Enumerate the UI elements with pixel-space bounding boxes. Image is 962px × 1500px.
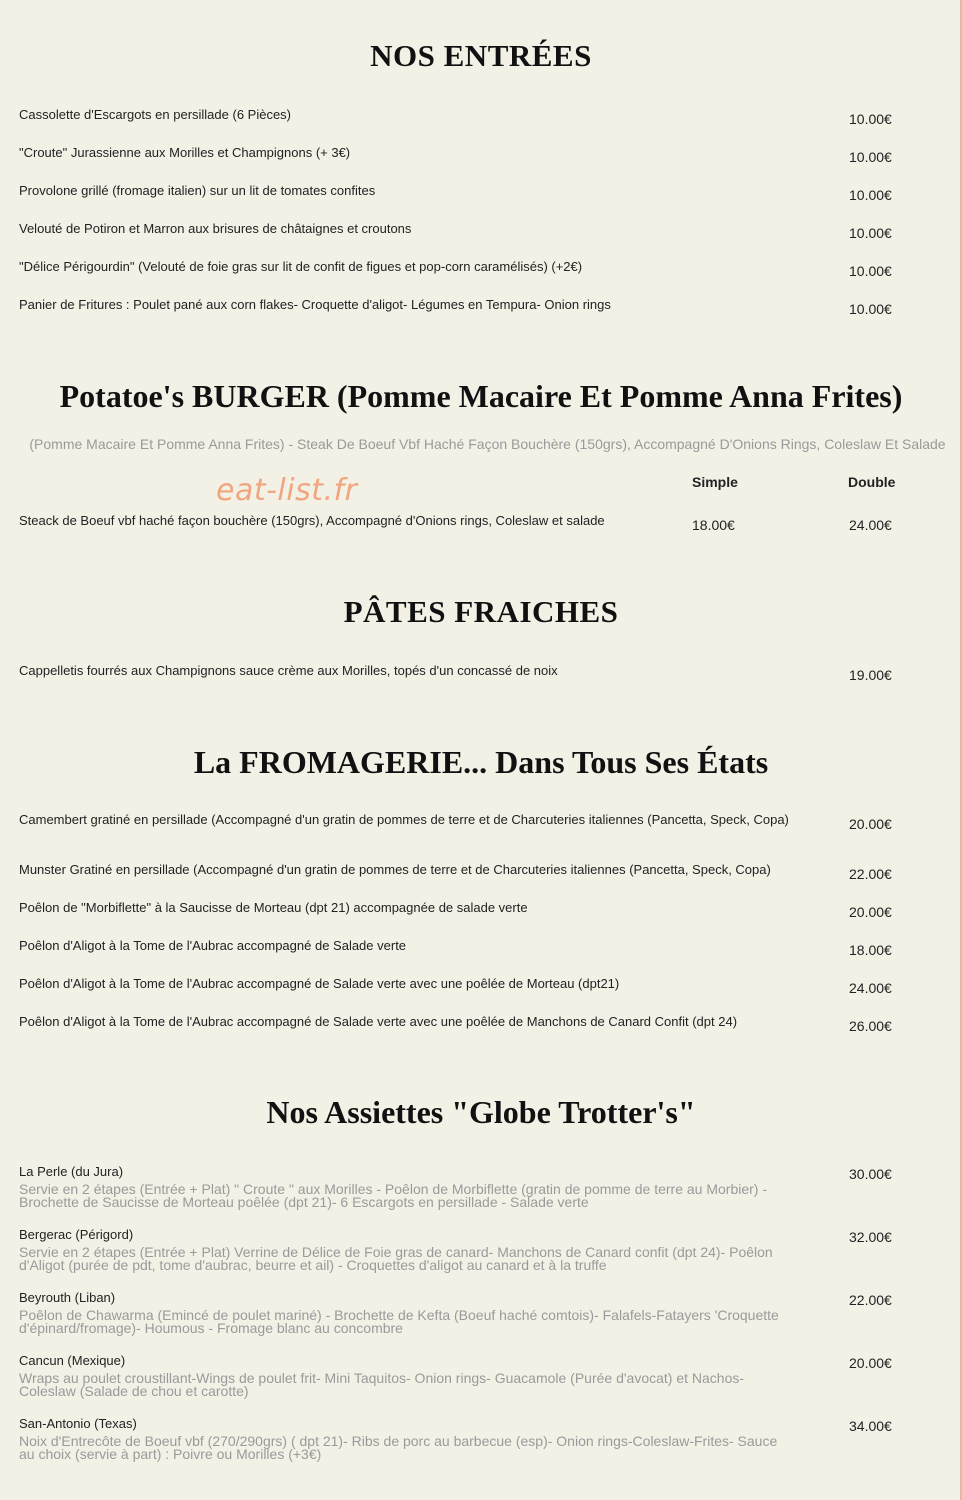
globe-item-desc: Poêlon de Chawarma (Emincé de poulet mariné) - Brochette de Kefta (Boeuf haché comtois)- Falafels-Fatayers 'Croquette d'épinard/fromage)- Houmous - Fromage blanc au concombre xyxy=(19,1307,779,1336)
globe-item-price: 22.00€ xyxy=(849,1292,892,1308)
globe-item-name: Beyrouth (Liban) xyxy=(19,1290,116,1305)
menu-item-name: Camembert gratiné en persillade (Accompagné d'un gratin de pommes de terre et de Charcuteries italiennes (Pancetta, Speck, Copa) xyxy=(19,812,789,827)
globe-item-price: 32.00€ xyxy=(849,1229,892,1245)
menu-item-name: Munster Gratiné en persillade (Accompagné d'un gratin de pommes de terre et de Charcuteries italiennes (Pancetta, Speck, Copa) xyxy=(19,862,771,877)
menu-item-name: Panier de Fritures : Poulet pané aux corn flakes- Croquette d'aligot- Légumes en Tempura- Onion rings xyxy=(19,297,611,312)
menu-item-price-double: 24.00€ xyxy=(849,517,892,533)
section-title-entrees: NOS ENTRÉES xyxy=(370,38,592,73)
menu-item-name: "Délice Périgourdin" (Velouté de foie gras sur lit de confit de figues et pop-corn caramélisés) (+2€) xyxy=(19,259,583,274)
column-header-simple: Simple xyxy=(692,474,738,490)
globe-item-name: La Perle (du Jura) xyxy=(19,1164,124,1179)
column-header-double: Double xyxy=(848,474,896,490)
globe-item-desc: Noix d'Entrecôte de Boeuf vbf (270/290grs) ( dpt 21)- Ribs de porc au barbecue (esp)- Onion rings-Coleslaw-Frites- Sauce au choix (servie à part) : Poivre ou Morilles (+3€) xyxy=(19,1433,778,1462)
menu-item-name: Provolone grillé (fromage italien) sur un lit de tomates confites xyxy=(19,183,376,198)
menu-item-price: 26.00€ xyxy=(849,1018,892,1034)
globe-item-desc: Wraps au poulet croustillant-Wings de poulet frit- Mini Taquitos- Onion rings- Guacamole (Purée d'avocat) et Nachos- Coleslaw (Salade de chou et carotte) xyxy=(19,1370,745,1399)
menu-item-price: 18.00€ xyxy=(849,942,892,958)
menu-item-price: 10.00€ xyxy=(849,187,892,203)
menu-item-name: Poêlon d'Aligot à la Tome de l'Aubrac accompagné de Salade verte avec une poêlée de Morteau (dpt21) xyxy=(19,976,620,991)
section-title-burger: Potatoe's BURGER (Pomme Macaire Et Pomme Anna Frites) xyxy=(59,378,903,414)
menu-item-name: Velouté de Potiron et Marron aux brisures de châtaignes et croutons xyxy=(19,221,412,236)
section-subtitle-burger: (Pomme Macaire Et Pomme Anna Frites) - Steak De Boeuf Vbf Haché Façon Bouchère (150grs), Accompagné D'Onions Rings, Coleslaw Et Salade xyxy=(29,436,946,452)
menu-item-price: 24.00€ xyxy=(849,980,892,996)
globe-item-price: 30.00€ xyxy=(849,1166,892,1182)
menu-item-name: Poêlon d'Aligot à la Tome de l'Aubrac accompagné de Salade verte avec une poêlée de Manchons de Canard Confit (dpt 24) xyxy=(19,1014,738,1029)
globe-item-desc: Servie en 2 étapes (Entrée + Plat) Verrine de Délice de Foie gras de canard- Manchons de Canard confit (dpt 24)- Poêlon d'Aligot (purée de pdt, tome d'aubrac, beurre et ail) - Croquettes d'aligot au canard et à la truffe xyxy=(19,1244,773,1273)
watermark: eat-list.fr xyxy=(216,473,358,508)
menu-item-name: Poêlon d'Aligot à la Tome de l'Aubrac accompagné de Salade verte xyxy=(19,938,407,953)
globe-item-desc: Servie en 2 étapes (Entrée + Plat) " Croute " aux Morilles - Poêlon de Morbiflette (gratin de pomme de terre au Morbier) - Brochette de Saucisse de Morteau poêlée (dpt 21)- 6 Escargots en persillade - Salade verte xyxy=(19,1181,768,1210)
globe-item-name: Cancun (Mexique) xyxy=(19,1353,126,1368)
menu-item-price: 10.00€ xyxy=(849,301,892,317)
menu-item-price: 10.00€ xyxy=(849,149,892,165)
menu-item-price: 19.00€ xyxy=(849,667,892,683)
section-title-pates: PÂTES FRAICHES xyxy=(343,594,619,629)
menu-item-price: 22.00€ xyxy=(849,866,892,882)
section-title-globe: Nos Assiettes "Globe Trotter's" xyxy=(266,1094,696,1130)
menu-item-name: "Croute" Jurassienne aux Morilles et Champignons (+ 3€) xyxy=(19,145,351,160)
menu-item-price: 10.00€ xyxy=(849,225,892,241)
menu-item-price: 10.00€ xyxy=(849,111,892,127)
globe-item-name: Bergerac (Périgord) xyxy=(19,1227,134,1242)
menu-item-price: 20.00€ xyxy=(849,816,892,832)
section-title-fromagerie: La FROMAGERIE... Dans Tous Ses États xyxy=(193,744,769,780)
menu-item-name: Steack de Boeuf vbf haché façon bouchère (150grs), Accompagné d'Onions rings, Coleslaw et salade xyxy=(19,513,605,528)
menu-item-name: Cassolette d'Escargots en persillade (6 Pièces) xyxy=(19,107,292,122)
globe-item-price: 34.00€ xyxy=(849,1418,892,1434)
globe-item-price: 20.00€ xyxy=(849,1355,892,1371)
menu-item-price-simple: 18.00€ xyxy=(692,517,735,533)
globe-item-name: San-Antonio (Texas) xyxy=(19,1416,137,1431)
menu-item-price: 10.00€ xyxy=(849,263,892,279)
menu-item-name: Poêlon de "Morbiflette" à la Saucisse de Morteau (dpt 21) accompagnée de salade verte xyxy=(19,900,528,915)
menu-item-name: Cappelletis fourrés aux Champignons sauce crème aux Morilles, topés d'un concassé de noix xyxy=(19,663,558,678)
menu-item-price: 20.00€ xyxy=(849,904,892,920)
